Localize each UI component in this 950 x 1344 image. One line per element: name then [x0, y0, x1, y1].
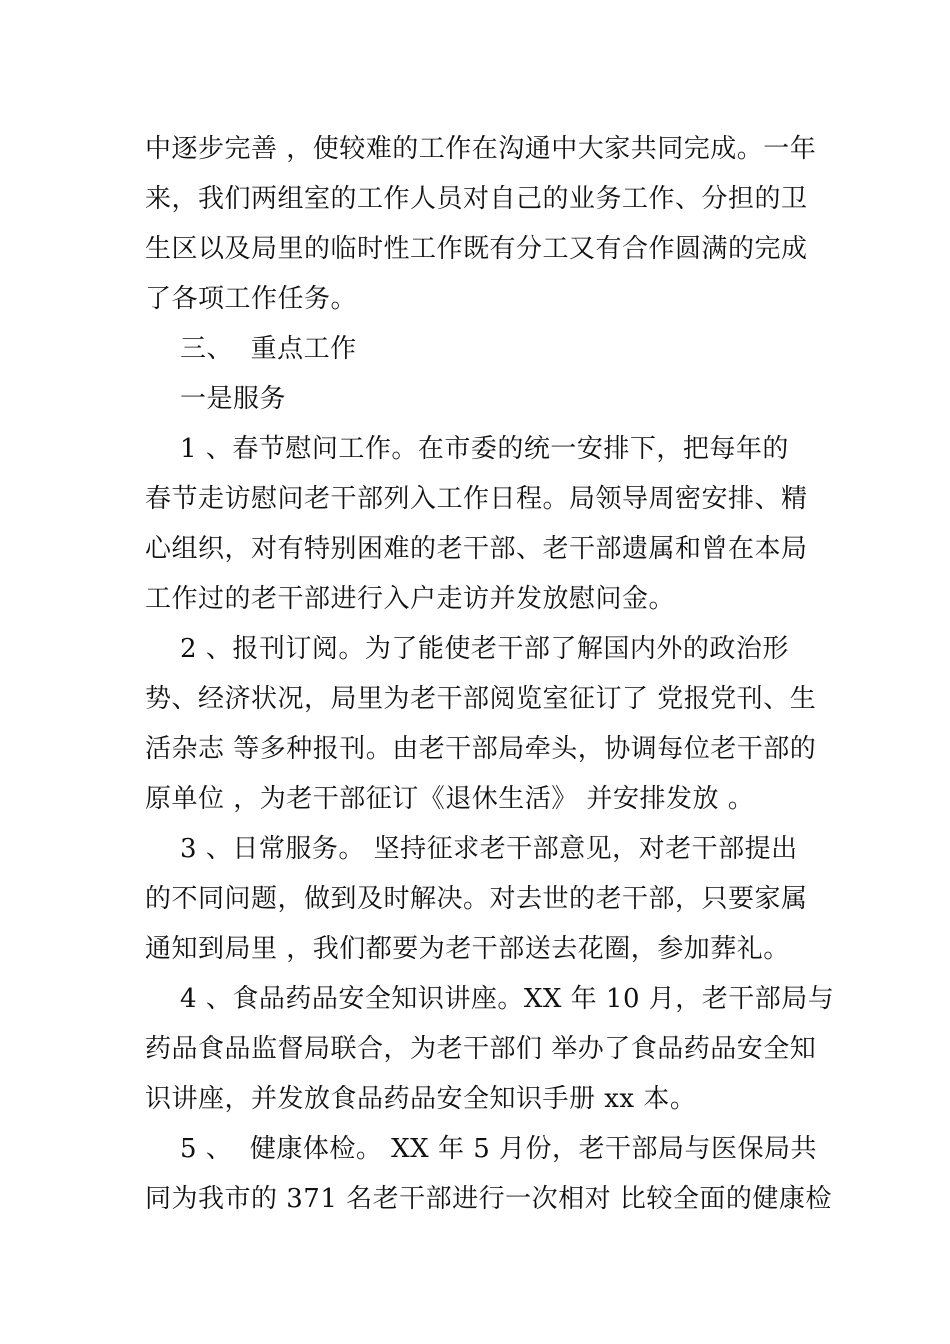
paragraph-line: 4 、食品药品安全知识讲座。XX 年 10 月，老干部局与 — [145, 984, 835, 1014]
paragraph-line: 5 、 健康体检。 XX 年 5 月份，老干部局与医保局共 — [145, 1134, 818, 1164]
paragraph-line: 活杂志 等多种报刊。由老干部局牵头，协调每位老干部的 — [145, 734, 817, 764]
paragraph-line: 的不同问题，做到及时解决。对去世的老干部，只要家属 — [145, 884, 808, 914]
paragraph-line: 心组织，对有特别困难的老干部、老干部遗属和曾在本局 — [145, 534, 808, 564]
paragraph-line: 同为我市的 371 名老干部进行一次相对 比较全面的健康检 — [145, 1184, 832, 1214]
paragraph-line: 了各项工作任务。 — [145, 284, 358, 314]
paragraph-line: 2 、报刊订阅。为了能使老干部了解国内外的政治形 — [145, 634, 789, 664]
paragraph-line: 原单位 ，为老干部征订《退休生活》 并安排发放 。 — [145, 784, 755, 814]
paragraph-line: 生区以及局里的临时性工作既有分工又有合作圆满的完成 — [145, 234, 808, 264]
section-heading: 三、 重点工作 — [145, 334, 357, 364]
paragraph-line: 来，我们两组室的工作人员对自己的业务工作、分担的卫 — [145, 184, 808, 214]
paragraph-line: 药品食品监督局联合，为老干部们 举办了食品药品安全知 — [145, 1034, 817, 1064]
paragraph-line: 春节走访慰问老干部列入工作日程。局领导周密安排、精 — [145, 484, 808, 514]
paragraph-line: 工作过的老干部进行入户走访并发放慰问金。 — [145, 584, 676, 614]
subsection-heading: 一是服务 — [145, 384, 287, 414]
paragraph-line: 识讲座，并发放食品药品安全知识手册 xx 本。 — [145, 1084, 697, 1114]
paragraph-line: 势、经济状况，局里为老干部阅览室征订了 党报党刊、生 — [145, 684, 817, 714]
paragraph-line: 3 、日常服务。 坚持征求老干部意见，对老干部提出 — [145, 834, 798, 864]
paragraph-line: 通知到局里 ，我们都要为老干部送去花圈，参加葬礼。 — [145, 934, 790, 964]
paragraph-line: 1 、春节慰问工作。在市委的统一安排下，把每年的 — [145, 434, 789, 464]
paragraph-line: 中逐步完善 ，使较难的工作在沟通中大家共同完成。一年 — [145, 134, 817, 164]
